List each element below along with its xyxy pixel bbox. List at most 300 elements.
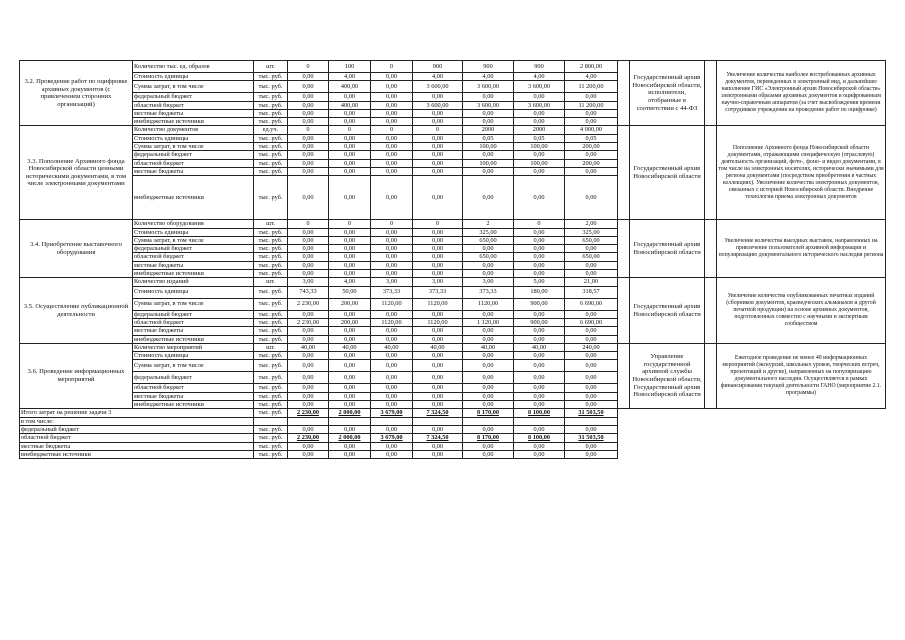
section-name: 3.5. Осуществление публикационной деятельности [20,278,133,343]
value-cell: 0,00 [371,425,413,433]
value-cell: 0,00 [514,253,565,261]
value-cell: 3 600,00 [514,81,565,93]
totals-row [20,434,886,442]
value-cell: 0,00 [329,401,371,409]
value-cell: 0,00 [371,384,413,392]
value-cell: 100 [329,61,371,73]
row-label: Сумма затрат, в том числе [133,143,254,151]
value-cell: 0,00 [329,253,371,261]
value-cell: 318,57 [565,286,618,298]
value-cell: 0,05 [463,134,514,142]
unit-cell: тыс. руб. [254,434,288,442]
unit-cell: тыс. руб. [254,245,288,253]
value-cell [514,417,565,425]
value-cell: 4,00 [463,73,514,81]
row-label: областной бюджет [133,159,254,167]
value-cell: 650,00 [463,253,514,261]
value-cell: 0 [288,220,329,228]
value-cell: 0,00 [565,384,618,392]
value-cell: 0,00 [288,352,329,360]
value-cell: 0,00 [288,159,329,167]
value-cell: 0,00 [371,159,413,167]
row-label: Стоимость единицы [133,228,254,236]
value-cell: 0,00 [463,118,514,126]
value-cell: 0,00 [514,93,565,101]
value-cell: 200,00 [565,159,618,167]
unit-cell: тыс. руб. [254,134,288,142]
value-cell: 650,00 [565,253,618,261]
value-cell: 325,00 [463,228,514,236]
value-cell: 0,00 [288,167,329,175]
value-cell: 0,00 [463,327,514,335]
executor-cell: Государственный архив Новосибирской области [630,126,705,220]
value-cell: 0,00 [514,360,565,372]
value-cell: 400,00 [329,81,371,93]
value-cell: 0,00 [413,143,463,151]
unit-cell: тыс. руб. [254,253,288,261]
value-cell: 0,00 [288,118,329,126]
row-label: Стоимость единицы [133,352,254,360]
value-cell: 0,00 [371,352,413,360]
value-cell [371,417,413,425]
totals-row [20,417,886,425]
table-row [20,61,886,73]
value-cell: 0 [514,220,565,228]
unit-cell: тыс. руб. [254,159,288,167]
value-cell: 0,00 [463,360,514,372]
row-label: Стоимость единицы [133,134,254,142]
unit-cell: шт. [254,278,288,286]
value-cell: 0,00 [413,93,463,101]
value-cell: 0,00 [329,425,371,433]
value-cell: 0,00 [565,327,618,335]
row-label: Количество документов [133,126,254,134]
value-cell: 2 230,00 [288,298,329,310]
value-cell: 100,00 [514,143,565,151]
value-cell: 7 324,50 [413,434,463,442]
value-cell: 0,00 [565,261,618,269]
value-cell: 0,00 [463,270,514,278]
row-label: Сумма затрат, в том числе [133,81,254,93]
value-cell: 0,00 [514,450,565,458]
value-cell [413,417,463,425]
expected-result-cell: Увеличение количества наиболее востребованных архивных документов, переведенных в электронный вид, и дальнейшее наполнение ГИС «Электронный архив Новосибирской области» электронными образами архивных документов и оцифрованным научно-справочным аппаратом (за счет высвобождения времени сотрудников учреждения на проведение работ по оцифровке) [717,61,886,126]
value-cell: 0,00 [413,372,463,384]
value-cell: 0,00 [565,352,618,360]
value-cell: 0,00 [329,228,371,236]
value-cell: 3 600,00 [514,101,565,109]
value-cell: 2 [463,220,514,228]
value-cell: 0,00 [413,442,463,450]
unit-cell: тыс. руб. [254,409,288,417]
unit-cell: тыс. руб. [254,151,288,159]
value-cell: 0,00 [413,228,463,236]
value-cell: 0,00 [371,310,413,318]
unit-cell: тыс. руб. [254,384,288,392]
value-cell: 200,00 [329,318,371,326]
value-cell: 0,00 [463,335,514,343]
value-cell: 0,00 [514,245,565,253]
value-cell: 0,00 [413,109,463,117]
unit-cell: тыс. руб. [254,318,288,326]
row-label: федеральный бюджет [133,93,254,101]
value-cell: 0,00 [565,425,618,433]
totals-label: областной бюджет [20,434,254,442]
value-cell: 0,00 [413,450,463,458]
row-label: Стоимость единицы [133,73,254,81]
value-cell: 2 800,00 [565,61,618,73]
value-cell: 0,00 [463,425,514,433]
value-cell: 0,00 [565,360,618,372]
row-label: Сумма затрат, в том числе [133,236,254,244]
row-label: местные бюджеты [133,392,254,400]
spacer-cell [705,126,717,220]
row-label: Количество тыс. ед. образов [133,61,254,73]
value-cell: 1120,00 [463,298,514,310]
spacer-cell [618,220,630,278]
value-cell: 0,00 [288,442,329,450]
value-cell: 11 200,00 [565,101,618,109]
value-cell: 0,00 [413,352,463,360]
value-cell: 0,00 [463,245,514,253]
value-cell: 0,00 [288,392,329,400]
value-cell: 31 503,50 [565,409,618,417]
value-cell: 0,00 [463,384,514,392]
value-cell: 0,00 [288,93,329,101]
value-cell: 650,00 [463,236,514,244]
value-cell: 0,00 [463,93,514,101]
value-cell: 21,00 [565,278,618,286]
value-cell: 2 000,00 [329,409,371,417]
value-cell: 40,00 [288,343,329,351]
value-cell: 0,00 [371,81,413,93]
unit-cell: шт. [254,61,288,73]
value-cell: 2 230,00 [288,434,329,442]
value-cell: 0 [413,126,463,134]
value-cell: 0,00 [329,261,371,269]
value-cell: 3,00 [288,278,329,286]
value-cell: 0,00 [329,143,371,151]
unit-cell: тыс. руб. [254,442,288,450]
totals-row [20,425,886,433]
value-cell: 0,00 [288,450,329,458]
value-cell: 0,00 [329,442,371,450]
value-cell: 0,00 [514,118,565,126]
value-cell: 40,00 [371,343,413,351]
value-cell: 0,00 [514,335,565,343]
value-cell: 0,00 [288,245,329,253]
value-cell: 2000 [463,126,514,134]
value-cell: 0,00 [565,392,618,400]
value-cell: 0,00 [288,109,329,117]
unit-cell: тыс. руб. [254,261,288,269]
value-cell: 0,00 [463,392,514,400]
value-cell: 0,00 [329,167,371,175]
value-cell: 0,00 [329,93,371,101]
value-cell: 0,00 [371,151,413,159]
value-cell: 3,00 [463,278,514,286]
value-cell: 4,00 [329,278,371,286]
executor-cell: Государственный архив Новосибирской области [630,220,705,278]
value-cell: 0,00 [463,176,514,220]
value-cell: 0,00 [288,335,329,343]
value-cell: 0,00 [329,384,371,392]
section-name: 3.6. Проведение информационных мероприятий [20,343,133,408]
value-cell: 0,00 [514,310,565,318]
value-cell: 0,00 [329,151,371,159]
value-cell: 6 690,00 [565,298,618,310]
value-cell: 0,00 [371,335,413,343]
value-cell: 0,00 [565,176,618,220]
value-cell: 0,00 [514,442,565,450]
value-cell: 0,00 [565,109,618,117]
value-cell: 900 [514,61,565,73]
unit-cell: тыс. руб. [254,335,288,343]
row-label: внебюджетные источники [133,176,254,220]
value-cell: 0,00 [413,327,463,335]
unit-cell: шт. [254,343,288,351]
row-label: областной бюджет [133,318,254,326]
value-cell: 0,00 [514,228,565,236]
value-cell: 900,00 [514,298,565,310]
value-cell: 0,00 [463,372,514,384]
spacer-cell [618,61,630,126]
totals-row [20,450,886,458]
value-cell: 0,00 [329,176,371,220]
value-cell: 0 [371,61,413,73]
row-label: местные бюджеты [133,261,254,269]
value-cell: 373,33 [463,286,514,298]
row-label: местные бюджеты [133,109,254,117]
value-cell: 2,00 [565,220,618,228]
value-cell: 0,00 [371,109,413,117]
section-name: 3.3. Пополнение Архивного фонда Новосибирской области ценными историческими документами, в том числе электронными документами [20,126,133,220]
unit-cell: тыс. руб. [254,392,288,400]
value-cell: 743,33 [288,286,329,298]
value-cell: 7 324,50 [413,409,463,417]
value-cell: 200,00 [565,143,618,151]
value-cell: 0,00 [371,261,413,269]
spacer-cell [618,126,630,220]
value-cell: 8 100,00 [514,434,565,442]
unit-cell: тыс. руб. [254,425,288,433]
value-cell [565,417,618,425]
row-label: внебюджетные источники [133,335,254,343]
unit-cell: тыс. руб. [254,118,288,126]
value-cell [463,417,514,425]
spacer-cell [705,61,717,126]
value-cell: 0,00 [413,261,463,269]
value-cell: 40,00 [329,343,371,351]
section-name: 3.2. Проведение работ по оцифровке архивных документов (с привлечением сторонних организаций) [20,61,133,126]
section-name: 3.4. Приобретение выставочного оборудования [20,220,133,278]
unit-cell: тыс. руб. [254,143,288,151]
value-cell: 0,00 [371,143,413,151]
value-cell: 0,00 [371,118,413,126]
value-cell: 0,00 [288,134,329,142]
value-cell: 0,00 [413,335,463,343]
value-cell: 400,00 [329,101,371,109]
unit-cell: тыс. руб. [254,228,288,236]
value-cell: 2 230,00 [288,318,329,326]
value-cell: 0,00 [413,176,463,220]
value-cell: 0,00 [371,253,413,261]
value-cell: 3 600,00 [463,101,514,109]
unit-cell: тыс. руб. [254,327,288,335]
value-cell: 0,00 [463,151,514,159]
unit-cell: тыс. руб. [254,352,288,360]
value-cell: 0 [371,126,413,134]
unit-cell: тыс. руб. [254,73,288,81]
unit-cell: тыс. руб. [254,372,288,384]
totals-row [20,409,886,417]
value-cell [288,417,329,425]
value-cell: 50,00 [329,286,371,298]
value-cell: 0,00 [288,81,329,93]
value-cell: 0,00 [329,335,371,343]
value-cell: 8 170,00 [463,434,514,442]
spacer-cell [705,343,717,408]
row-label: Сумма затрат, в том числе [133,298,254,310]
value-cell: 4,00 [514,73,565,81]
value-cell: 2000 [514,126,565,134]
unit-cell: тыс. руб. [254,167,288,175]
value-cell: 373,33 [371,286,413,298]
value-cell: 2 230,00 [288,409,329,417]
value-cell: 240,00 [565,343,618,351]
value-cell: 0,00 [329,118,371,126]
value-cell: 0,00 [329,392,371,400]
row-label: Количество мероприятий [133,343,254,351]
value-cell: 3 600,00 [413,81,463,93]
value-cell: 1120,00 [413,318,463,326]
value-cell: 0,00 [288,401,329,409]
value-cell: 0,00 [371,134,413,142]
table-row [20,220,886,228]
value-cell: 0,00 [413,151,463,159]
value-cell: 0,00 [514,401,565,409]
value-cell: 0,00 [288,101,329,109]
value-cell: 0,00 [288,384,329,392]
value-cell: 0,00 [463,352,514,360]
row-label: федеральный бюджет [133,372,254,384]
table-row [20,126,886,134]
value-cell: 0,00 [565,93,618,101]
value-cell: 0,00 [514,384,565,392]
unit-cell: тыс. руб. [254,310,288,318]
value-cell: 0,05 [514,134,565,142]
value-cell: 1120,00 [413,298,463,310]
value-cell: 0,00 [463,401,514,409]
expected-result-cell: Пополнение Архивного фонда Новосибирской области документами, отражающими специфическую (отраслевую) деятельность организаций, фото-, фоно- и видео документами, в том числе на электронных носителях, исторически значимыми для региона документами (посредством приобретения в частных коллекциях). Увеличение количества электронных документов, связанных с историей Новосибирской области. Внедрение технологии приема электронных документов [717,126,886,220]
value-cell: 0,00 [329,270,371,278]
unit-cell: шт. [254,220,288,228]
spacer-cell [705,278,717,343]
value-cell: 1 120,00 [463,318,514,326]
row-label: Сумма затрат, в том числе [133,360,254,372]
budget-table [19,60,886,459]
value-cell: 0 [413,220,463,228]
value-cell: 3 600,00 [413,101,463,109]
value-cell: 0,00 [413,392,463,400]
totals-label: в том числе: [20,417,254,425]
value-cell: 0,00 [413,401,463,409]
value-cell: 0,00 [288,310,329,318]
value-cell: 0,00 [371,270,413,278]
executor-cell: Государственный архив Новосибирской области, исполнители, отобранные в соответствии с 44-ФЗ [630,61,705,126]
value-cell: 0,00 [288,360,329,372]
totals-label: Итого затрат на решение задачи 3 [20,409,254,417]
budget-table-sheet [19,60,885,459]
value-cell: 0,00 [371,372,413,384]
value-cell: 0,00 [288,236,329,244]
value-cell: 0,00 [413,159,463,167]
unit-cell: тыс. руб. [254,298,288,310]
executor-cell: Государственный архив Новосибирской области [630,278,705,343]
value-cell: 4,00 [329,73,371,81]
value-cell: 4,00 [413,73,463,81]
value-cell: 0,00 [413,134,463,142]
unit-cell: тыс. руб. [254,360,288,372]
value-cell: 0,00 [514,261,565,269]
value-cell: 0,00 [371,401,413,409]
spacer-cell [618,343,630,408]
value-cell: 0,00 [463,261,514,269]
row-label: внебюджетные источники [133,401,254,409]
value-cell: 0,00 [514,425,565,433]
value-cell: 0,00 [565,118,618,126]
value-cell: 0,00 [565,310,618,318]
value-cell: 0 [288,126,329,134]
value-cell: 4,00 [565,73,618,81]
value-cell: 0,00 [514,327,565,335]
value-cell: 180,00 [514,286,565,298]
value-cell: 0,00 [565,245,618,253]
value-cell: 0,00 [288,253,329,261]
spacer-cell [705,220,717,278]
value-cell: 900,00 [514,318,565,326]
value-cell: 0,00 [288,270,329,278]
value-cell: 0,05 [565,134,618,142]
value-cell: 0,00 [288,327,329,335]
value-cell: 0,00 [413,384,463,392]
value-cell: 8 170,00 [463,409,514,417]
value-cell: 900 [463,61,514,73]
value-cell: 40,00 [413,343,463,351]
value-cell: 0,00 [565,335,618,343]
row-label: федеральный бюджет [133,245,254,253]
value-cell: 3,00 [371,278,413,286]
row-label: областной бюджет [133,384,254,392]
value-cell: 0,00 [514,372,565,384]
value-cell: 3 679,00 [371,409,413,417]
row-label: Количество оборудования [133,220,254,228]
row-label: Стоимость единицы [133,286,254,298]
value-cell: 0,00 [565,151,618,159]
value-cell: 0,00 [329,450,371,458]
value-cell: 0,00 [329,310,371,318]
row-label: областной бюджет [133,101,254,109]
value-cell: 650,00 [565,236,618,244]
value-cell: 0,00 [329,134,371,142]
row-label: местные бюджеты [133,327,254,335]
value-cell: 325,00 [565,228,618,236]
value-cell: 0,00 [288,372,329,384]
value-cell: 3 600,00 [463,81,514,93]
unit-cell: тыс. руб. [254,109,288,117]
value-cell: 0,00 [413,270,463,278]
row-label: внебюджетные источники [133,118,254,126]
